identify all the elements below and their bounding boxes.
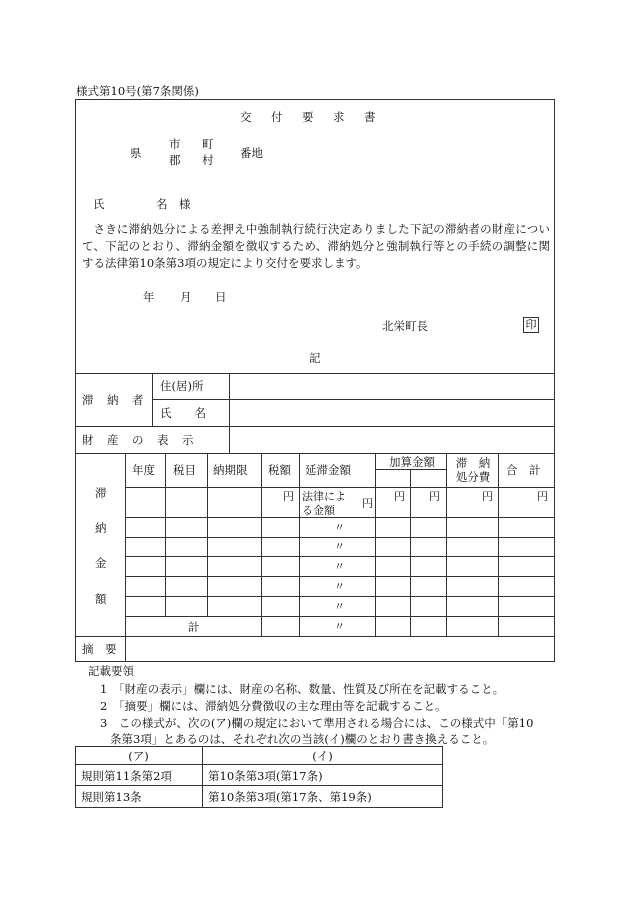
request-body-text: さきに滞納処分による差押え中強制執行続行決定ありました下記の滞納者の財産について、下記のとおり、滞納金額を徴収するため、滞納処分と強制執行等との手続の調整に関する法律第10条第3項の規定により交付を要求します。 xyxy=(82,222,550,270)
col-header-gokei: 合 計 xyxy=(506,463,541,477)
note-item-1: 1 「財産の表示」欄には、財産の名称、数量、性質及び所在を記載すること。 xyxy=(100,682,505,696)
yen-unit-shobun: 円 xyxy=(482,490,493,503)
yen-unit-zeigaku: 円 xyxy=(283,490,294,503)
note-item-2: 2 「摘要」欄には、滞納処分費徴収の主な理由等を記載すること。 xyxy=(100,699,447,713)
amount-side-char-2: 納 xyxy=(95,521,107,535)
entai-note: 法律によ る金額 xyxy=(302,490,346,517)
rule-taxpayer-mid xyxy=(152,399,555,400)
rule-taxpayer-top xyxy=(75,373,555,374)
ditto-mark: 〃 xyxy=(334,620,345,633)
vrule-taxpayer-value xyxy=(229,373,230,453)
vrule-shobun xyxy=(498,453,499,636)
addressee-shi: 氏 xyxy=(93,197,105,211)
col-header-shobun: 滞 納 処分費 xyxy=(455,456,491,484)
amount-side-char-3: 金 xyxy=(95,556,107,570)
vrule-entai xyxy=(375,453,376,636)
taxpayer-label: 滞 納 者 xyxy=(82,393,145,407)
taxpayer-name-label: 氏 名 xyxy=(160,406,206,420)
col-header-nendo: 年度 xyxy=(132,463,155,477)
replace-header-a: (ア) xyxy=(128,749,149,763)
replace-table-header-rule xyxy=(75,764,443,765)
rule-tekiyo-top xyxy=(75,636,555,637)
yen-unit-gokei: 円 xyxy=(537,490,548,503)
vrule-zeigaku xyxy=(299,453,300,636)
vrule-tekiyo xyxy=(125,636,126,662)
address-banchi: 番地 xyxy=(240,146,263,160)
date-year: 年 xyxy=(143,290,155,304)
date-day: 日 xyxy=(215,290,227,304)
form-frame xyxy=(75,99,555,662)
note-item-3: 3 この様式が、次の(ア)欄の規定において準用される場合には、この様式中「第10 xyxy=(100,716,534,730)
replace-row-2-i: 第10条第3項(第17条、第19条) xyxy=(208,790,372,804)
rule-amount-top xyxy=(75,453,555,454)
col-header-zeimoku: 税目 xyxy=(173,463,196,477)
ditto-mark: 〃 xyxy=(334,580,345,593)
replace-row-1-i: 第10条第3項(第17条) xyxy=(208,769,323,783)
vrule-nouki xyxy=(261,453,262,636)
yen-unit-kasan-1: 円 xyxy=(394,490,405,503)
date-month: 月 xyxy=(180,290,192,304)
seal-mark: 印 xyxy=(523,317,539,333)
addressee-name-sama: 名 様 xyxy=(156,197,191,211)
address-mura: 村 xyxy=(202,153,214,167)
replace-row-2-a: 規則第13条 xyxy=(81,790,142,804)
ki-mark: 記 xyxy=(309,351,321,365)
form-title: 交 付 要 求 書 xyxy=(240,110,380,124)
col-header-kasan: 加算金額 xyxy=(389,455,435,469)
ditto-mark: 〃 xyxy=(334,540,345,553)
amount-side-char-1: 滞 xyxy=(95,486,107,500)
vrule-taxpayer-label xyxy=(152,373,153,426)
rule-row6-bottom xyxy=(125,616,555,617)
ditto-mark: 〃 xyxy=(334,560,345,573)
replace-table-row-rule xyxy=(75,785,443,786)
address-machi: 町 xyxy=(202,137,214,151)
col-header-nouki: 納期限 xyxy=(213,463,248,477)
rule-property-top xyxy=(75,426,555,427)
yen-unit-entai: 円 xyxy=(362,497,373,510)
address-ken: 県 xyxy=(130,146,142,160)
taxpayer-address-label: 住(居)所 xyxy=(160,379,204,393)
ditto-mark: 〃 xyxy=(334,600,345,613)
vrule-amount-side xyxy=(125,453,126,636)
property-label: 財 産 の 表 示 xyxy=(82,433,195,447)
issuer-name: 北栄町長 xyxy=(382,319,428,333)
col-header-zeigaku: 税額 xyxy=(268,463,291,477)
replace-header-i: (イ) xyxy=(312,749,333,763)
address-gun: 郡 xyxy=(169,153,181,167)
rule-row4-bottom xyxy=(125,576,555,577)
col-header-entai: 延滞金額 xyxy=(305,463,351,477)
rule-row2-bottom xyxy=(125,537,555,538)
vrule-kasan-mid xyxy=(410,469,411,636)
vrule-nendo xyxy=(165,453,166,616)
ditto-mark: 〃 xyxy=(334,521,345,534)
vrule-kasan xyxy=(446,453,447,636)
replace-row-1-a: 規則第11条第2項 xyxy=(81,769,172,783)
rule-header-bottom xyxy=(125,487,555,488)
vrule-zeimoku xyxy=(207,453,208,616)
notes-heading: 記載要領 xyxy=(88,664,134,678)
address-shi: 市 xyxy=(169,137,181,151)
rule-row3-bottom xyxy=(125,556,555,557)
rule-row5-bottom xyxy=(125,596,555,597)
note-item-3-cont: 条第3項」とあるのは、それぞれ次の当該(イ)欄のとおり書き換えること。 xyxy=(110,732,495,746)
form-caption: 様式第10号(第7条関係) xyxy=(76,84,199,98)
yen-unit-kasan-2: 円 xyxy=(429,490,440,503)
tekiyo-label: 摘 要 xyxy=(82,642,117,656)
amount-side-char-4: 額 xyxy=(95,592,107,606)
total-label: 計 xyxy=(188,620,200,634)
